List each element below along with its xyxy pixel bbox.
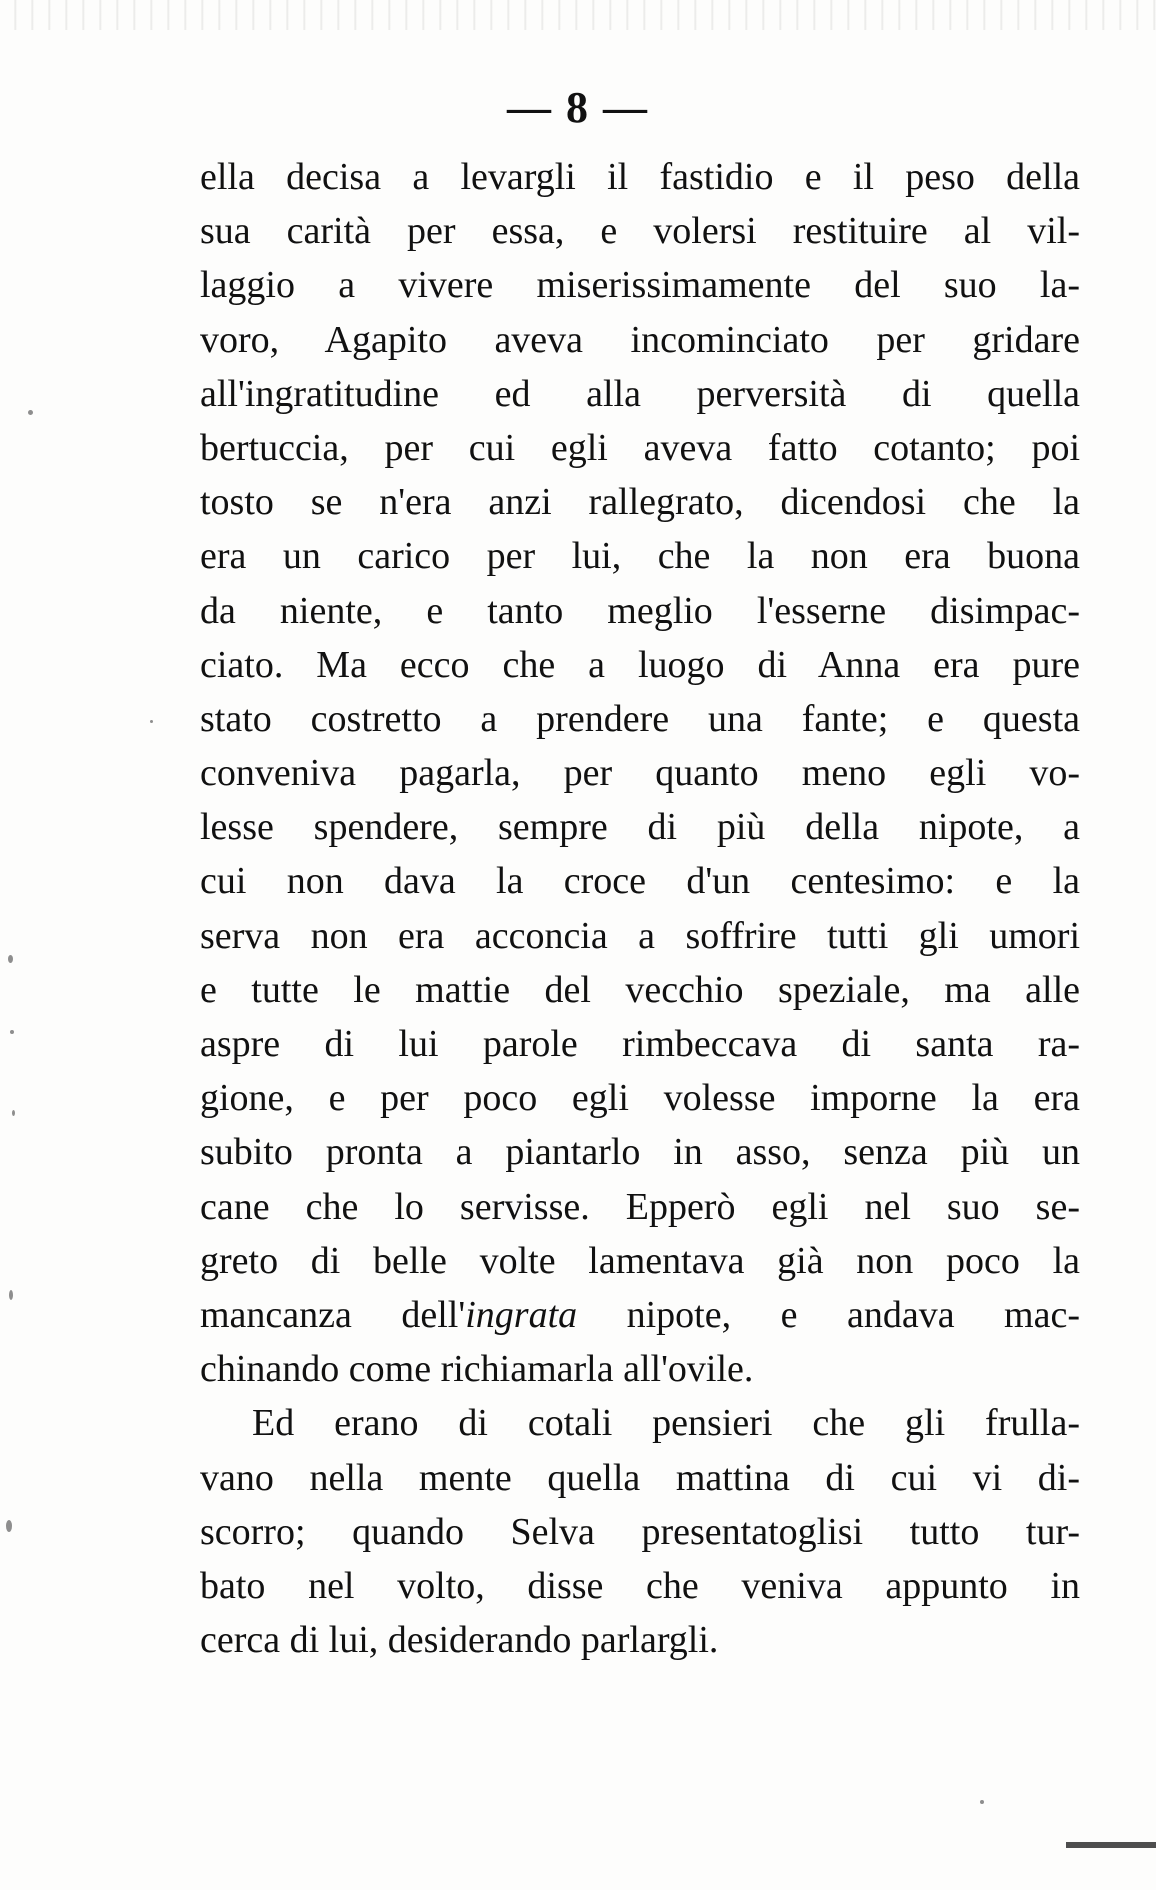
text-line: laggio a vivere miserissimamente del suo la- — [200, 264, 1080, 307]
scan-speck — [6, 1520, 12, 1532]
text-line: cane che lo servisse. Epperò egli nel suo se- — [200, 1185, 1080, 1228]
text-line: era un carico per lui, che la non era buona — [200, 535, 1080, 578]
paragraph-end-line: chinando come richiamarla all'ovile. — [200, 1348, 754, 1391]
text-line: sua carità per essa, e volersi restituire al vil- — [200, 210, 1080, 253]
text-line: ella decisa a levargli il fastidio e il peso della — [200, 156, 1080, 198]
text-line: voro, Agapito aveva incominciato per gridare — [200, 318, 1080, 361]
text-line: stato costretto a prendere una fante; e questa — [200, 697, 1080, 740]
scan-edge-mark — [1066, 1842, 1156, 1848]
italic-word: ingrata — [465, 1293, 578, 1336]
text-line: vano nella mente quella mattina di cui vi di- — [200, 1456, 1080, 1499]
text-line: serva non era acconcia a soffrire tutti gli umori — [200, 914, 1080, 957]
scan-speck — [28, 410, 33, 415]
page-number: — 8 — — [507, 83, 649, 132]
paragraph-end-line: cerca di lui, desiderando parlargli. — [200, 1619, 719, 1662]
scan-speck — [12, 1110, 15, 1116]
text-line: da niente, e tanto meglio l'esserne disimpac- — [200, 589, 1080, 632]
text-line: aspre di lui parole rimbeccava di santa ra- — [200, 1023, 1080, 1065]
scan-speck — [150, 720, 153, 723]
text-line: e tutte le mattie del vecchio speziale, ma alle — [200, 968, 1080, 1011]
scan-speck — [10, 1030, 14, 1034]
scan-speck — [8, 955, 13, 963]
text-line: gione, e per poco egli volesse imporne la era — [200, 1077, 1080, 1120]
text-segment: mancanza dell' — [200, 1293, 466, 1336]
text-line: Ed erano di cotali pensieri che gli frulla- — [252, 1402, 1080, 1445]
text-line: scorro; quando Selva presentatoglisi tutto tur- — [200, 1510, 1080, 1553]
text-line: bato nel volto, disse che veniva appunto in — [200, 1564, 1080, 1607]
text-line: ciato. Ma ecco che a luogo di Anna era pure — [200, 643, 1080, 686]
text-line: tosto se n'era anzi rallegrato, dicendosi che la — [200, 481, 1080, 524]
text-segment: nipote, e andava mac- — [577, 1293, 1081, 1336]
text-line: conveniva pagarla, per quanto meno egli vo- — [200, 752, 1080, 795]
scan-speck — [980, 1800, 984, 1804]
text-line-with-italic — [200, 1288, 1080, 1342]
text-line: cui non dava la croce d'un centesimo: e la — [200, 860, 1080, 903]
body-text — [200, 150, 1080, 1667]
text-line: subito pronta a piantarlo in asso, senza più un — [200, 1131, 1080, 1174]
text-line: bertuccia, per cui egli aveva fatto cotanto; poi — [200, 426, 1080, 469]
scan-speck — [9, 1290, 13, 1300]
text-line: lesse spendere, sempre di più della nipote, a — [200, 806, 1080, 849]
scan-edge-noise — [0, 0, 1156, 30]
text-line: greto di belle volte lamentava già non poco la — [200, 1239, 1080, 1282]
text-line: all'ingratitudine ed alla perversità di quella — [200, 372, 1080, 415]
